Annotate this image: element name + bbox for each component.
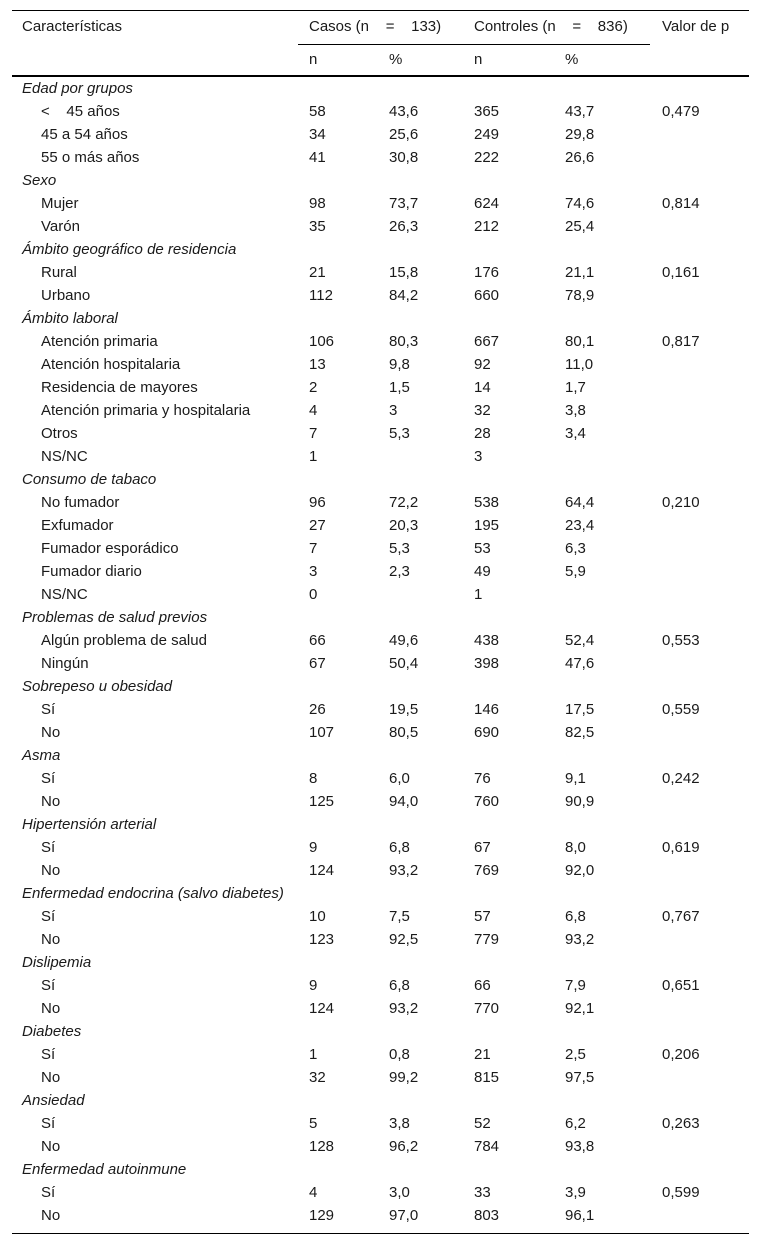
row-label: Urbano <box>41 287 91 304</box>
casos-n-cell: 8 <box>309 770 318 787</box>
row-label: Fumador diario <box>41 563 142 580</box>
controles-pct-cell: 92,0 <box>565 862 595 879</box>
row-label: No <box>41 793 61 810</box>
casos-n-cell: 128 <box>309 1138 335 1155</box>
controles-n-cell: 784 <box>474 1138 500 1155</box>
casos-n-cell: 123 <box>309 931 335 948</box>
casos-n-cell: 26 <box>309 701 326 718</box>
header-bottom-rule <box>12 75 749 77</box>
controles-pct-cell: 64,4 <box>565 494 595 511</box>
controles-n-cell: 57 <box>474 908 491 925</box>
controles-pct-cell: 17,5 <box>565 701 595 718</box>
casos-n-cell: 125 <box>309 793 335 810</box>
p-value-cell: 0,206 <box>662 1046 700 1063</box>
p-value-cell: 0,210 <box>662 494 700 511</box>
subheader-controles-n: n <box>474 51 483 68</box>
casos-pct-cell: 25,6 <box>389 126 419 143</box>
p-value-cell: 0,559 <box>662 701 700 718</box>
controles-pct-cell: 6,2 <box>565 1115 586 1132</box>
group-title: Hipertensión arterial <box>22 816 157 833</box>
casos-n-cell: 32 <box>309 1069 326 1086</box>
header-valor-p: Valor de p <box>662 18 730 35</box>
casos-n-cell: 67 <box>309 655 326 672</box>
controles-n-cell: 195 <box>474 517 500 534</box>
subheader-controles-pct: % <box>565 51 579 68</box>
row-label: No <box>41 1069 61 1086</box>
controles-n-cell: 92 <box>474 356 491 373</box>
controles-n-cell: 76 <box>474 770 491 787</box>
controles-n-cell: 438 <box>474 632 500 649</box>
casos-n-cell: 5 <box>309 1115 318 1132</box>
group-title: Problemas de salud previos <box>22 609 208 626</box>
casos-pct-cell: 96,2 <box>389 1138 419 1155</box>
row-label: Sí <box>41 1184 56 1201</box>
p-value-cell: 0,817 <box>662 333 700 350</box>
casos-pct-cell: 80,3 <box>389 333 419 350</box>
casos-pct-cell: 5,3 <box>389 540 410 557</box>
casos-n-cell: 34 <box>309 126 326 143</box>
controles-pct-cell: 92,1 <box>565 1000 595 1017</box>
header-casos: Casos (n = 133) <box>309 18 442 35</box>
casos-pct-cell: 9,8 <box>389 356 410 373</box>
controles-n-cell: 660 <box>474 287 500 304</box>
casos-pct-cell: 5,3 <box>389 425 410 442</box>
casos-n-cell: 9 <box>309 839 318 856</box>
header-controles: Controles (n = 836) <box>474 18 628 35</box>
casos-n-cell: 1 <box>309 448 318 465</box>
controles-pct-cell: 21,1 <box>565 264 595 281</box>
subheader-casos-pct: % <box>389 51 403 68</box>
casos-n-cell: 98 <box>309 195 326 212</box>
casos-pct-cell: 0,8 <box>389 1046 410 1063</box>
casos-n-cell: 107 <box>309 724 335 741</box>
controles-n-cell: 760 <box>474 793 500 810</box>
controles-pct-cell: 47,6 <box>565 655 595 672</box>
controles-n-cell: 52 <box>474 1115 491 1132</box>
controles-n-cell: 53 <box>474 540 491 557</box>
controles-n-cell: 803 <box>474 1207 500 1224</box>
p-value-cell: 0,242 <box>662 770 700 787</box>
p-value-cell: 0,767 <box>662 908 700 925</box>
casos-pct-cell: 93,2 <box>389 1000 419 1017</box>
controles-pct-cell: 29,8 <box>565 126 595 143</box>
group-title: Sobrepeso u obesidad <box>22 678 173 695</box>
p-value-cell: 0,619 <box>662 839 700 856</box>
casos-n-cell: 4 <box>309 402 318 419</box>
row-label: No <box>41 724 61 741</box>
casos-n-cell: 27 <box>309 517 326 534</box>
controles-pct-cell: 96,1 <box>565 1207 595 1224</box>
controles-n-cell: 779 <box>474 931 500 948</box>
casos-n-cell: 129 <box>309 1207 335 1224</box>
row-label: Residencia de mayores <box>41 379 198 396</box>
row-label: < 45 años <box>41 103 120 120</box>
group-title: Enfermedad autoinmune <box>22 1161 187 1178</box>
casos-pct-cell: 1,5 <box>389 379 410 396</box>
row-label: Sí <box>41 977 56 994</box>
casos-n-cell: 124 <box>309 1000 335 1017</box>
p-value-cell: 0,651 <box>662 977 700 994</box>
casos-n-cell: 4 <box>309 1184 318 1201</box>
row-label: Sí <box>41 770 56 787</box>
casos-pct-cell: 3,8 <box>389 1115 410 1132</box>
controles-n-cell: 365 <box>474 103 500 120</box>
casos-n-cell: 7 <box>309 425 318 442</box>
casos-pct-cell: 7,5 <box>389 908 410 925</box>
casos-n-cell: 13 <box>309 356 326 373</box>
casos-pct-cell: 15,8 <box>389 264 419 281</box>
row-label: Mujer <box>41 195 79 212</box>
casos-pct-cell: 6,8 <box>389 977 410 994</box>
subheader-casos-n: n <box>309 51 318 68</box>
casos-pct-cell: 6,0 <box>389 770 410 787</box>
casos-pct-cell: 20,3 <box>389 517 419 534</box>
casos-n-cell: 7 <box>309 540 318 557</box>
header-caracteristicas: Características <box>22 18 123 35</box>
controles-pct-cell: 97,5 <box>565 1069 595 1086</box>
casos-pct-cell: 50,4 <box>389 655 419 672</box>
controles-n-cell: 14 <box>474 379 491 396</box>
row-label: Exfumador <box>41 517 114 534</box>
casos-n-cell: 10 <box>309 908 326 925</box>
controles-n-cell: 667 <box>474 333 500 350</box>
controles-n-cell: 815 <box>474 1069 500 1086</box>
casos-n-cell: 96 <box>309 494 326 511</box>
casos-pct-cell: 97,0 <box>389 1207 419 1224</box>
row-label: Varón <box>41 218 80 235</box>
controles-pct-cell: 2,5 <box>565 1046 586 1063</box>
group-title: Asma <box>22 747 61 764</box>
casos-pct-cell: 30,8 <box>389 149 419 166</box>
casos-n-cell: 35 <box>309 218 326 235</box>
controles-n-cell: 67 <box>474 839 491 856</box>
casos-pct-cell: 80,5 <box>389 724 419 741</box>
casos-pct-cell: 99,2 <box>389 1069 419 1086</box>
group-title: Ámbito geográfico de residencia <box>22 241 237 258</box>
controles-n-cell: 212 <box>474 218 500 235</box>
row-label: No fumador <box>41 494 120 511</box>
casos-pct-cell: 73,7 <box>389 195 419 212</box>
casos-pct-cell: 94,0 <box>389 793 419 810</box>
controles-pct-cell: 9,1 <box>565 770 586 787</box>
controles-pct-cell: 7,9 <box>565 977 586 994</box>
controles-pct-cell: 74,6 <box>565 195 595 212</box>
controles-pct-cell: 23,4 <box>565 517 595 534</box>
group-title: Dislipemia <box>22 954 92 971</box>
group-title: Diabetes <box>22 1023 82 1040</box>
table-bottom-rule <box>12 1233 749 1234</box>
controles-n-cell: 32 <box>474 402 491 419</box>
casos-n-cell: 21 <box>309 264 326 281</box>
row-label: No <box>41 1138 61 1155</box>
casos-n-cell: 124 <box>309 862 335 879</box>
controles-pct-cell: 26,6 <box>565 149 595 166</box>
table-top-rule <box>12 10 749 11</box>
row-label: NS/NC <box>41 448 88 465</box>
controles-pct-cell: 8,0 <box>565 839 586 856</box>
casos-pct-cell: 92,5 <box>389 931 419 948</box>
row-label: Otros <box>41 425 78 442</box>
controles-pct-cell: 3,9 <box>565 1184 586 1201</box>
casos-pct-cell: 26,3 <box>389 218 419 235</box>
controles-pct-cell: 93,8 <box>565 1138 595 1155</box>
row-label: 45 a 54 años <box>41 126 128 143</box>
controles-n-cell: 769 <box>474 862 500 879</box>
casos-n-cell: 3 <box>309 563 318 580</box>
casos-n-cell: 112 <box>309 287 333 304</box>
row-label: 55 o más años <box>41 149 140 166</box>
controles-n-cell: 398 <box>474 655 500 672</box>
casos-n-cell: 1 <box>309 1046 318 1063</box>
group-title: Sexo <box>22 172 57 189</box>
casos-pct-cell: 72,2 <box>389 494 419 511</box>
row-label: Fumador esporádico <box>41 540 179 557</box>
casos-pct-cell: 43,6 <box>389 103 419 120</box>
controles-pct-cell: 25,4 <box>565 218 595 235</box>
casos-n-cell: 58 <box>309 103 326 120</box>
controles-n-cell: 66 <box>474 977 491 994</box>
group-title: Ansiedad <box>22 1092 85 1109</box>
controles-pct-cell: 93,2 <box>565 931 595 948</box>
controles-n-cell: 770 <box>474 1000 500 1017</box>
casos-pct-cell: 3 <box>389 402 398 419</box>
controles-pct-cell: 6,8 <box>565 908 586 925</box>
controles-n-cell: 21 <box>474 1046 491 1063</box>
controles-n-cell: 3 <box>474 448 483 465</box>
controles-n-cell: 690 <box>474 724 500 741</box>
controles-pct-cell: 43,7 <box>565 103 595 120</box>
controles-pct-cell: 80,1 <box>565 333 595 350</box>
controles-n-cell: 222 <box>474 149 500 166</box>
group-title: Enfermedad endocrina (salvo diabetes) <box>22 885 284 902</box>
casos-pct-cell: 19,5 <box>389 701 419 718</box>
group-title: Edad por grupos <box>22 80 133 97</box>
row-label: Sí <box>41 1046 56 1063</box>
casos-n-cell: 2 <box>309 379 318 396</box>
controles-n-cell: 249 <box>474 126 500 143</box>
row-label: No <box>41 1000 61 1017</box>
group-title: Consumo de tabaco <box>22 471 157 488</box>
casos-pct-cell: 84,2 <box>389 287 419 304</box>
row-label: Atención primaria <box>41 333 158 350</box>
row-label: Sí <box>41 839 56 856</box>
group-title: Ámbito laboral <box>22 310 118 327</box>
casos-pct-cell: 2,3 <box>389 563 410 580</box>
casos-n-cell: 66 <box>309 632 326 649</box>
controles-pct-cell: 11,0 <box>565 356 594 373</box>
controles-n-cell: 176 <box>474 264 500 281</box>
controles-n-cell: 624 <box>474 195 500 212</box>
casos-pct-cell: 93,2 <box>389 862 419 879</box>
controles-pct-cell: 3,4 <box>565 425 586 442</box>
row-label: NS/NC <box>41 586 88 603</box>
controles-pct-cell: 6,3 <box>565 540 586 557</box>
p-value-cell: 0,814 <box>662 195 700 212</box>
controles-pct-cell: 82,5 <box>565 724 595 741</box>
controles-pct-cell: 90,9 <box>565 793 595 810</box>
casos-pct-cell: 6,8 <box>389 839 410 856</box>
controles-pct-cell: 78,9 <box>565 287 595 304</box>
row-label: Ningún <box>41 655 89 672</box>
controles-n-cell: 146 <box>474 701 500 718</box>
controles-n-cell: 49 <box>474 563 491 580</box>
row-label: Algún problema de salud <box>41 632 207 649</box>
controles-n-cell: 28 <box>474 425 491 442</box>
casos-n-cell: 9 <box>309 977 318 994</box>
controles-n-cell: 1 <box>474 586 483 603</box>
p-value-cell: 0,479 <box>662 103 700 120</box>
row-label: Sí <box>41 1115 56 1132</box>
p-value-cell: 0,599 <box>662 1184 700 1201</box>
p-value-cell: 0,161 <box>662 264 700 281</box>
row-label: Atención hospitalaria <box>41 356 181 373</box>
row-label: Sí <box>41 701 56 718</box>
controles-pct-cell: 52,4 <box>565 632 595 649</box>
casos-n-cell: 106 <box>309 333 335 350</box>
controles-n-cell: 33 <box>474 1184 491 1201</box>
row-label: No <box>41 931 61 948</box>
row-label: Atención primaria y hospitalaria <box>41 402 251 419</box>
row-label: No <box>41 862 61 879</box>
casos-n-cell: 41 <box>309 149 326 166</box>
p-value-cell: 0,263 <box>662 1115 700 1132</box>
controles-pct-cell: 3,8 <box>565 402 586 419</box>
row-label: Sí <box>41 908 56 925</box>
controles-n-cell: 538 <box>474 494 500 511</box>
header-group-rule <box>298 44 650 45</box>
p-value-cell: 0,553 <box>662 632 700 649</box>
row-label: Rural <box>41 264 77 281</box>
row-label: No <box>41 1207 61 1224</box>
casos-pct-cell: 49,6 <box>389 632 419 649</box>
controles-pct-cell: 5,9 <box>565 563 586 580</box>
casos-pct-cell: 3,0 <box>389 1184 410 1201</box>
casos-n-cell: 0 <box>309 586 318 603</box>
controles-pct-cell: 1,7 <box>565 379 586 396</box>
